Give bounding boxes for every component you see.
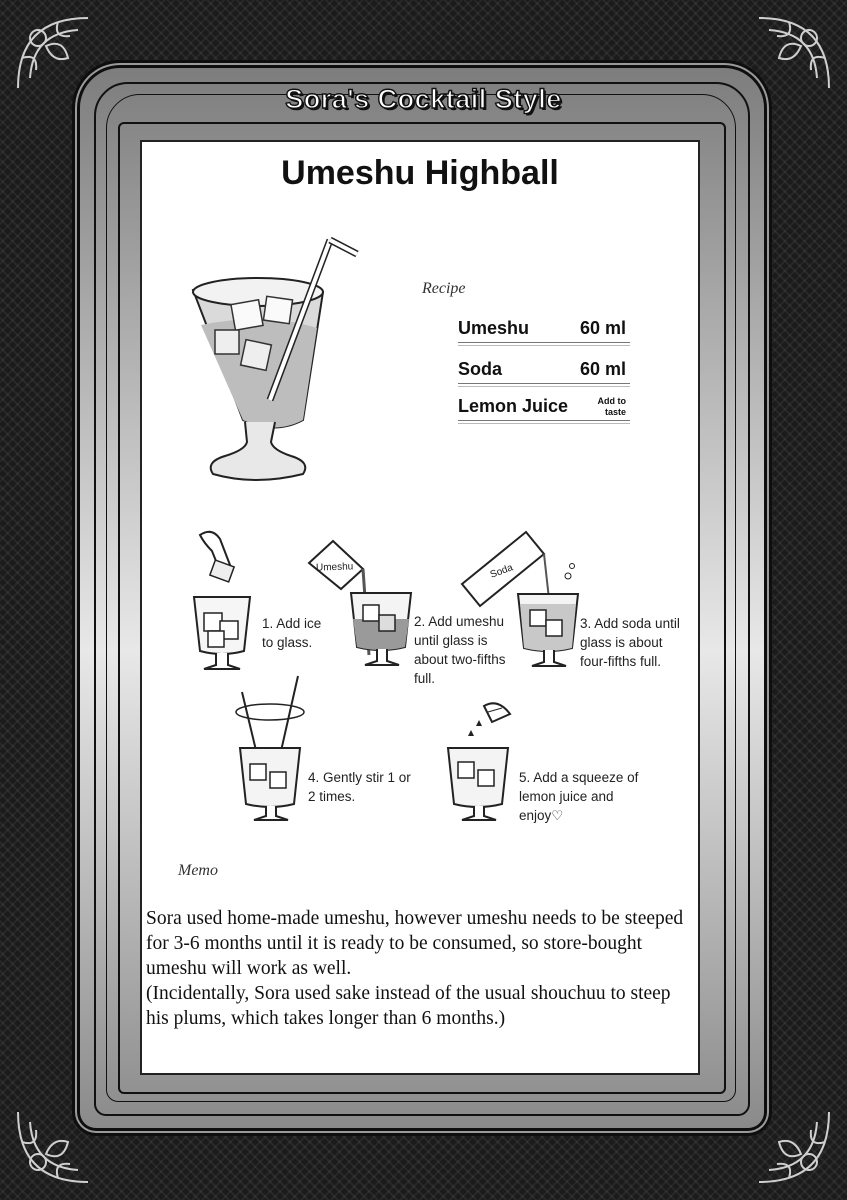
corner-ornament-icon	[8, 1102, 98, 1192]
ingredient-name: Lemon Juice	[458, 396, 569, 416]
ingredient-name: Soda	[458, 359, 503, 379]
step3-illustration	[460, 528, 585, 673]
memo-paragraph: (Incidentally, Sora used sake instead of the usual shouchuu to steep his plums, which takes longer than 6 months.)	[146, 983, 671, 1029]
ingredient-name: Umeshu	[458, 318, 530, 338]
ingredient-row	[458, 312, 630, 343]
step2-illustration	[305, 535, 415, 675]
step1-illustration	[190, 525, 260, 675]
step-line: glass is about	[580, 635, 663, 650]
corner-ornament-icon	[749, 1102, 839, 1192]
step-3-text	[580, 614, 680, 671]
step-line: 5. Add a squeeze of	[519, 770, 639, 785]
ingredient-amount: 60 ml	[579, 318, 626, 338]
step-line: 1. Add ice	[262, 616, 322, 631]
step-5-text	[519, 768, 638, 825]
soda-can-label: Soda	[488, 562, 515, 581]
ingredient-note-line: Add to	[597, 396, 626, 406]
memo-paragraph: Sora used home-made umeshu, however umeshu needs to be steeped for 3-6 months until it is ready to be consumed, so store-bought umeshu will work as well.	[146, 908, 684, 979]
corner-ornament-icon	[8, 8, 98, 98]
step-line: until glass is	[414, 633, 488, 648]
ingredient-note	[586, 396, 626, 418]
step-line: four-fifths full.	[580, 654, 662, 669]
step-line: enjoy♡	[519, 808, 564, 823]
step4-illustration	[232, 672, 307, 827]
recipe-title: Umeshu Highball	[281, 154, 559, 192]
step-4-text	[308, 768, 411, 806]
ingredient-row	[458, 390, 630, 421]
step-line: 4. Gently stir 1 or	[308, 770, 411, 785]
ingredient-amount: 60 ml	[579, 359, 626, 379]
step-line: to glass.	[262, 635, 313, 650]
ingredient-note-line: taste	[604, 407, 626, 417]
step-line: 3. Add soda until	[580, 616, 680, 631]
step-line: full.	[414, 671, 436, 686]
step-line: 2 times.	[308, 789, 356, 804]
series-title: Sora's Cocktail Style	[285, 84, 562, 114]
umeshu-cup-label: Umeshu	[315, 561, 354, 574]
step-line: lemon juice and	[519, 789, 614, 804]
memo-label: Memo	[178, 862, 218, 879]
step5-illustration	[440, 696, 515, 831]
step-line: about two-fifths	[414, 652, 506, 667]
memo-body	[146, 906, 698, 1031]
highball-glass-illustration	[185, 230, 365, 490]
recipe-label: Recipe	[422, 280, 466, 297]
ingredient-row	[458, 353, 630, 384]
corner-ornament-icon	[749, 8, 839, 98]
step-line: 2. Add umeshu	[414, 614, 505, 629]
